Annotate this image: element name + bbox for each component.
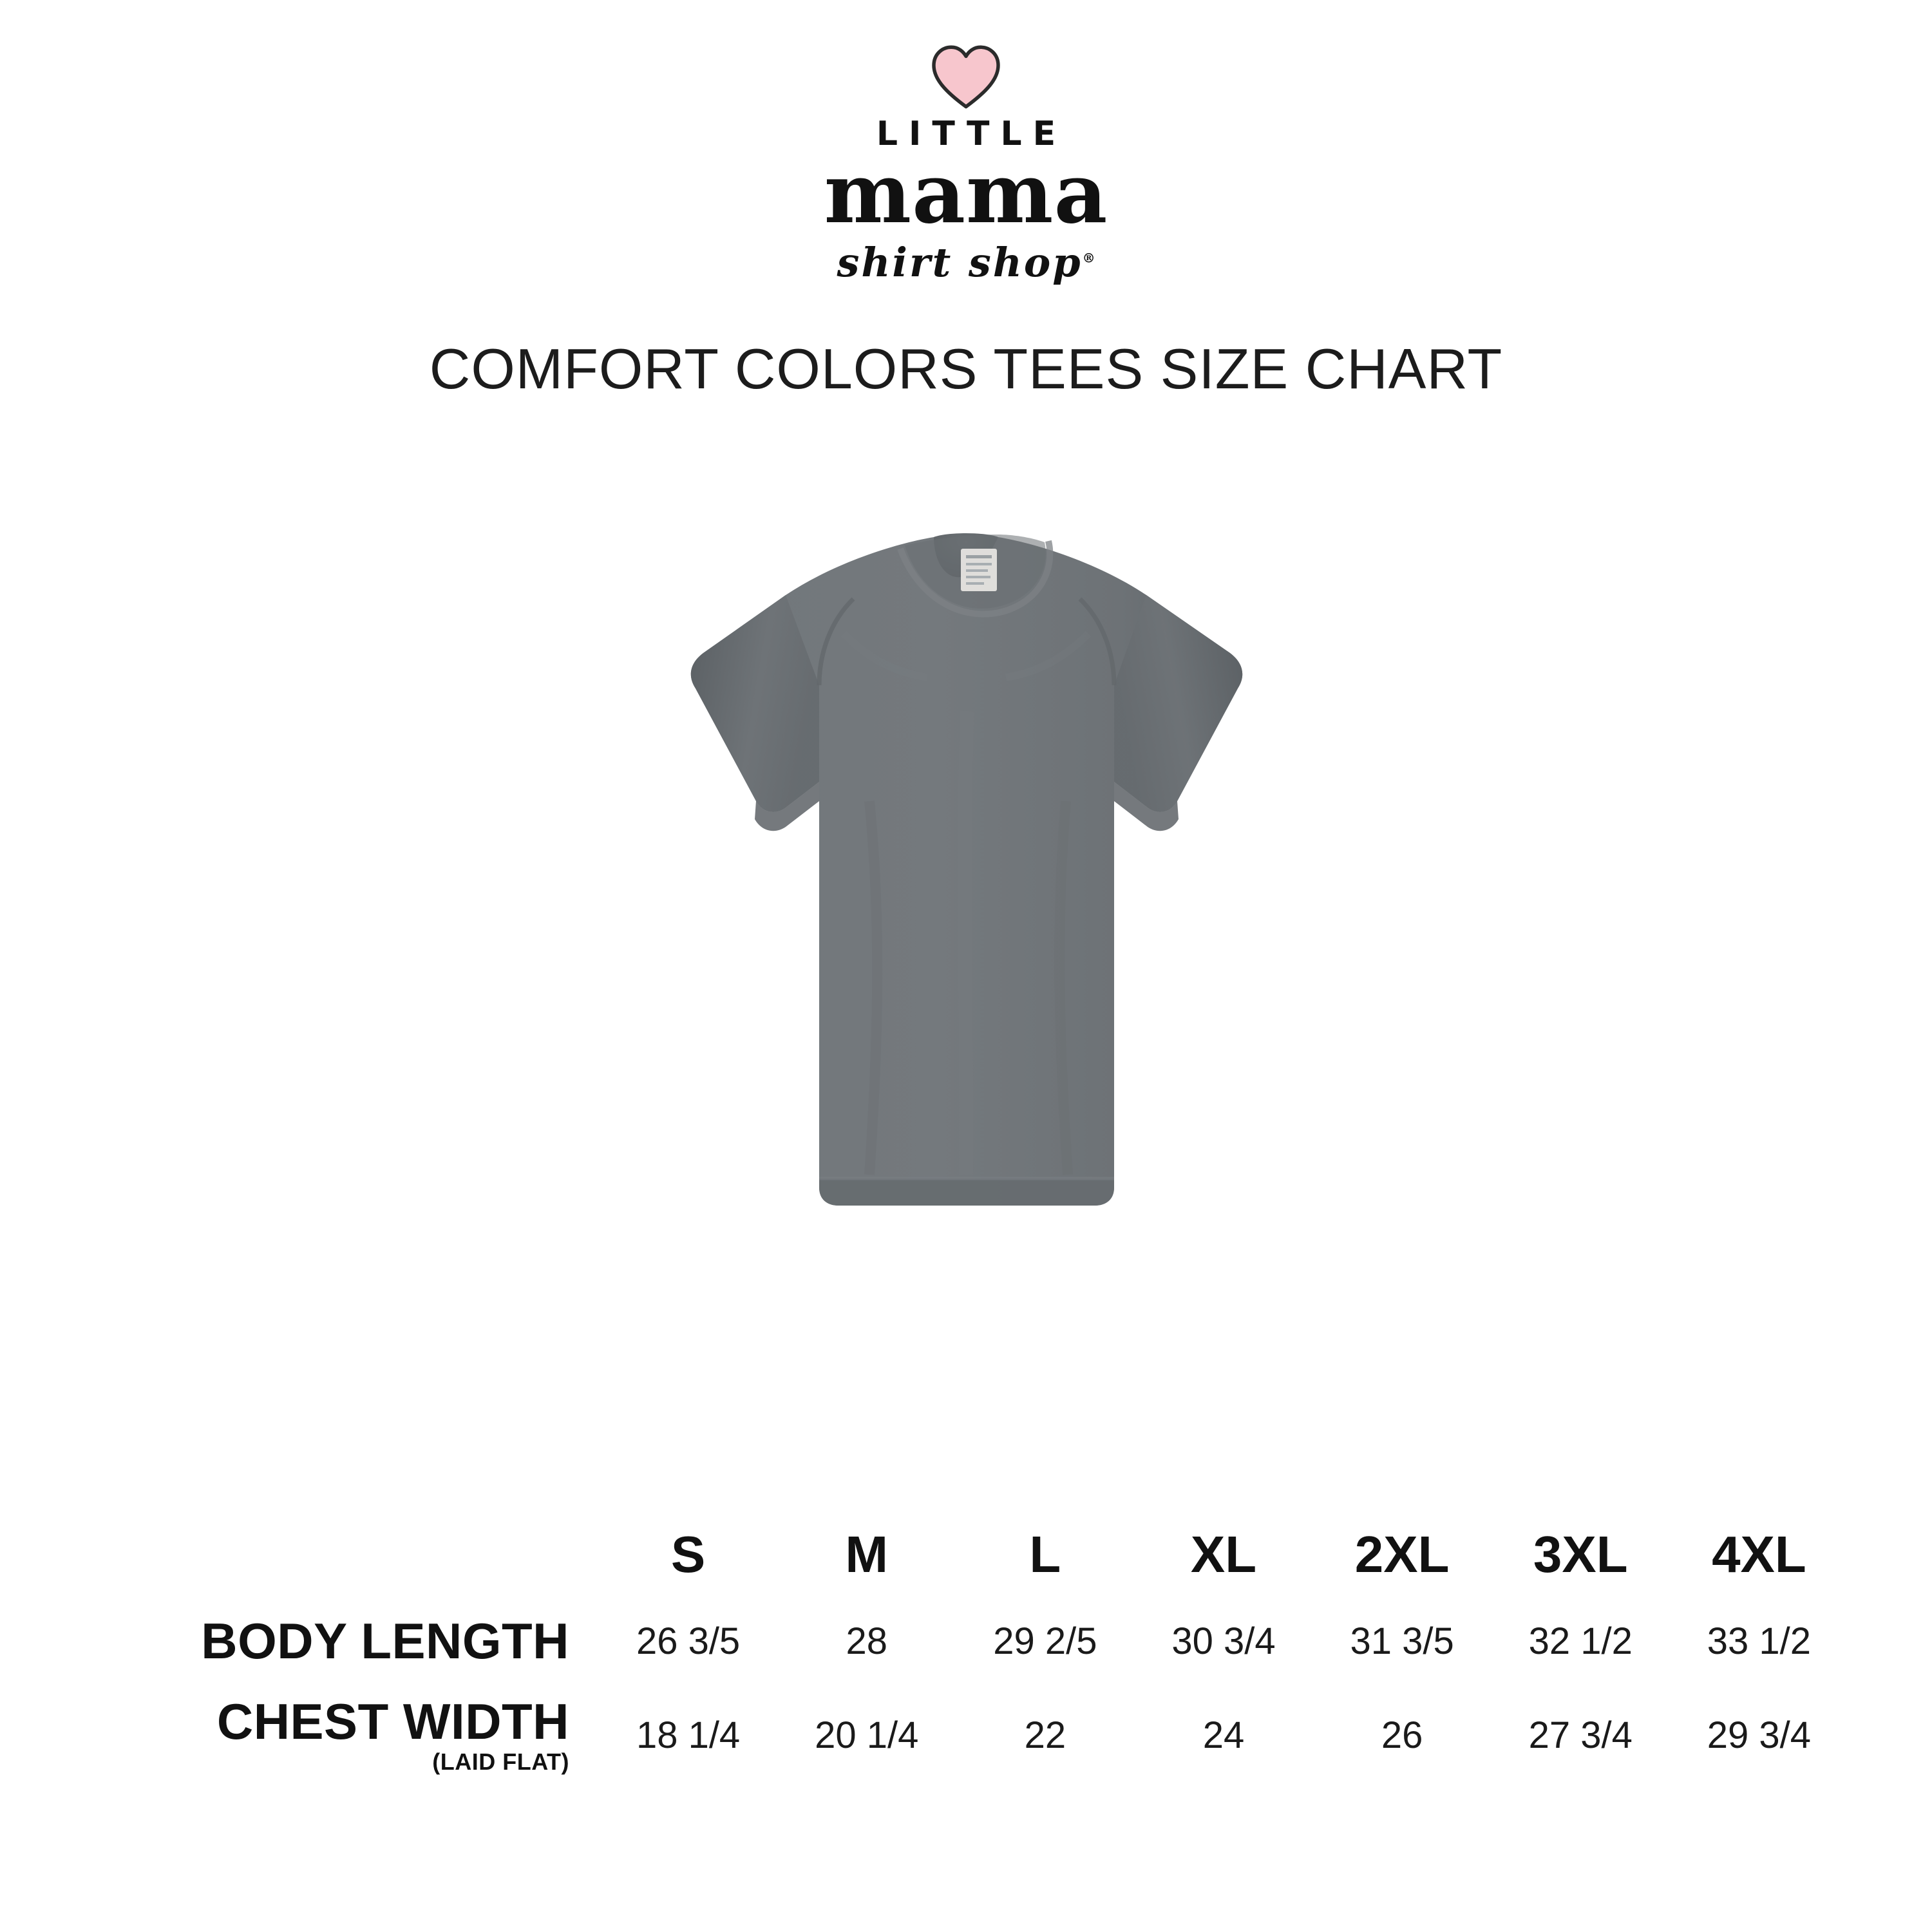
row-label-chest-width xyxy=(97,1681,599,1777)
chest-width-m: 20 1/4 xyxy=(815,1714,919,1756)
brand-logo xyxy=(0,0,1932,286)
chest-width-xl: 24 xyxy=(1202,1714,1245,1756)
table-corner-cell xyxy=(97,1501,599,1584)
size-header-3xl: 3XL xyxy=(1533,1526,1628,1583)
size-header-4xl: 4XL xyxy=(1712,1526,1806,1583)
chest-width-3xl: 27 3/4 xyxy=(1528,1714,1633,1756)
brand-line-mama: mama xyxy=(824,146,1108,242)
shirt-neck-label xyxy=(961,549,997,591)
body-length-s: 26 3/5 xyxy=(636,1620,741,1662)
body-length-3xl: 32 1/2 xyxy=(1528,1620,1633,1662)
size-header-l: L xyxy=(1029,1526,1061,1583)
page-title: COMFORT COLORS TEES SIZE CHART xyxy=(429,336,1503,401)
heart-icon xyxy=(931,45,1001,109)
brand-line-shirt-shop-text: shirt shop xyxy=(837,238,1083,286)
chest-width-4xl: 29 3/4 xyxy=(1707,1714,1812,1756)
table-header-row xyxy=(97,1501,1848,1584)
row-label-chest-width-sub: (LAID FLAT) xyxy=(432,1748,569,1775)
body-length-4xl: 33 1/2 xyxy=(1707,1620,1812,1662)
chest-width-2xl: 26 xyxy=(1381,1714,1423,1756)
body-length-xl: 30 3/4 xyxy=(1171,1620,1276,1662)
table-row xyxy=(97,1584,1848,1681)
size-chart-table xyxy=(97,1501,1848,1777)
chest-width-l: 22 xyxy=(1024,1714,1066,1756)
body-length-m: 28 xyxy=(846,1620,887,1662)
size-header-xl: XL xyxy=(1190,1526,1257,1583)
grey-tshirt-photo xyxy=(483,440,1449,1406)
chest-width-s: 18 1/4 xyxy=(636,1714,741,1756)
size-header-s: S xyxy=(670,1526,706,1583)
size-header-m: M xyxy=(845,1526,889,1583)
size-header-2xl: 2XL xyxy=(1354,1526,1450,1583)
table-row xyxy=(97,1681,1848,1777)
row-label-body-length-text: BODY LENGTH xyxy=(201,1613,569,1669)
product-image-area xyxy=(0,421,1932,1426)
row-label-body-length xyxy=(97,1584,599,1681)
body-length-2xl: 31 3/5 xyxy=(1350,1620,1454,1662)
brand-line-little: LITTLE xyxy=(876,115,1067,153)
registered-mark: ® xyxy=(1082,249,1095,265)
body-length-l: 29 2/5 xyxy=(993,1620,1097,1662)
row-label-chest-width-text: CHEST WIDTH xyxy=(216,1693,569,1750)
brand-line-shirt-shop xyxy=(837,239,1095,286)
